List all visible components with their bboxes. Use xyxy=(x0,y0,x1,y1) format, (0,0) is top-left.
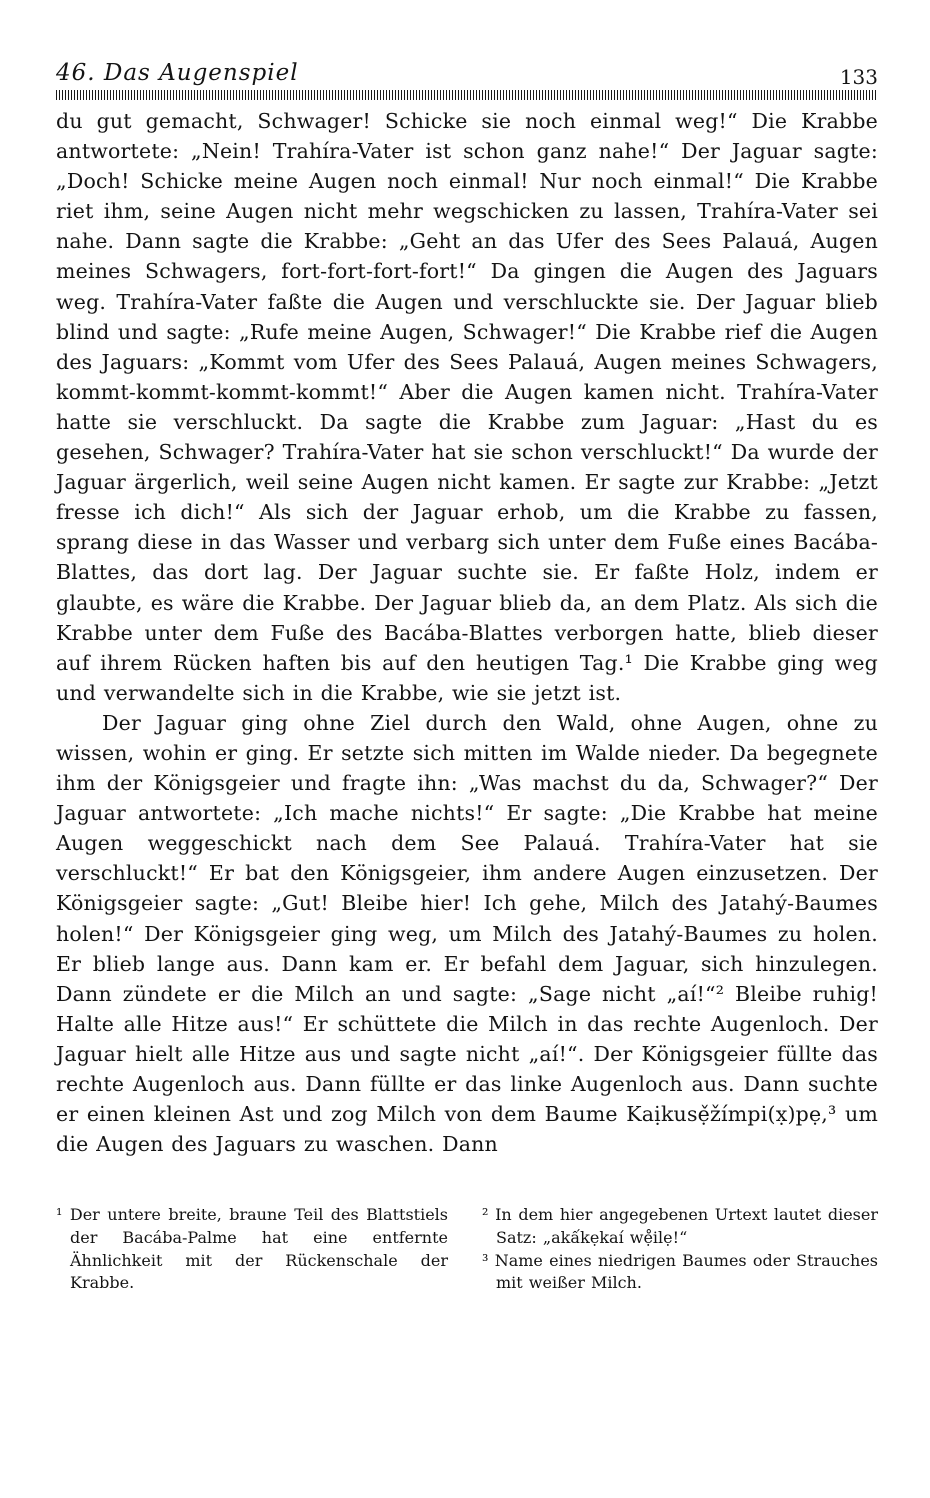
running-head: 46. Das Augenspiel xyxy=(56,60,299,86)
paragraph: Der Jaguar ging ohne Ziel durch den Wald, ohne Augen, ohne zu wissen, wohin er ging. Er setzte sich mitten im Walde nieder. Da begegnete ihm der Königsgeier und fragte ihn: „Was machst du da, Schwager?“ Der Jaguar antwortete: „Ich mache nichts!“ Er sagte: „Die Krabbe hat meine Augen weggeschickt nach dem See Palauá. Trahíra-Vater hat sie verschluckt!“ Er bat den Königsgeier, ihm andere Augen einzusetzen. Der Königsgeier sagte: „Gut! Bleibe hier! Ich gehe, Milch des Jatahý-Baumes holen!“ Der Königsgeier ging weg, um Milch des Jatahý-Baumes zu holen. Er blieb lange aus. Dann kam er. Er befahl dem Jaguar, sich hinzulegen. Dann zündete er die Milch an und sagte: „Sage nicht „aí!“² Bleibe ruhig! Halte alle Hitze aus!“ Er schüttete die Milch in das rechte Augenloch. Der Jaguar hielt alle Hitze aus und sagte nicht „aí!“. Der Königsgeier füllte das rechte Augenloch aus. Dann füllte er das linke Augenloch aus. Dann suchte er einen kleinen Ast und zog Milch von dem Baume Kaịkusẹ̌žímpi(x̣)pẹ,³ um die Augen des Jaguars zu waschen. Dann xyxy=(56,710,878,1157)
footnotes-left-column xyxy=(56,1204,448,1295)
footnote-2: ² In dem hier angegebenen Urtext lautet dieser Satz: „akấkẹkaí wẹ̊ilẹ!“ xyxy=(482,1205,878,1247)
footnote-3: ³ Name eines niedrigen Baumes oder Strauches mit weißer Milch. xyxy=(482,1250,878,1293)
page-header xyxy=(56,60,878,89)
main-text xyxy=(56,106,878,1159)
header-rule xyxy=(56,90,878,100)
footnotes-right-column xyxy=(482,1204,878,1295)
page-number: 133 xyxy=(839,65,878,89)
footnote-1: ¹ Der untere breite, braune Teil des Blattstiels der Bacába-Palme hat eine entfernte Ähnlichkeit mit der Rückenschale der Krabbe. xyxy=(56,1205,448,1293)
paragraph: du gut gemacht, Schwager! Schicke sie noch einmal weg!“ Die Krabbe antwortete: „Nein! Trahíra-Vater ist schon ganz nahe!“ Der Jaguar sagte: „Doch! Schicke meine Augen noch einmal! Nur noch einmal!“ Die Krabbe riet ihm, seine Augen nicht mehr wegschicken zu lassen, Trahíra-Vater sei nahe. Dann sagte die Krabbe: „Geht an das Ufer des Sees Palauá, Augen meines Schwagers, fort-fort-fort-fort!“ Da gingen die Augen des Jaguars weg. Trahíra-Vater faßte die Augen und verschluckte sie. Der Jaguar blieb blind und sagte: „Rufe meine Augen, Schwager!“ Die Krabbe rief die Augen des Jaguars: „Kommt vom Ufer des Sees Palauá, Augen meines Schwagers, kommt-kommt-kommt-kommt!“ Aber die Augen kamen nicht. Trahíra-Vater hatte sie verschluckt. Da sagte die Krabbe zum Jaguar: „Hast du es gesehen, Schwager? Trahíra-Vater hat sie schon verschluckt!“ Da wurde der Jaguar ärgerlich, weil seine Augen nicht kamen. Er sagte zur Krabbe: „Jetzt fresse ich dich!“ Als sich der Jaguar erhob, um die Krabbe zu fassen, sprang diese in das Wasser und verbarg sich unter dem Fuße eines Bacába-Blattes, das dort lag. Der Jaguar suchte sie. Er faßte Holz, indem er glaubte, es wäre die Krabbe. Der Jaguar blieb da, an dem Platz. Als sich die Krabbe unter dem Fuße des Bacába-Blattes verborgen hatte, blieb dieser auf ihrem Rücken haften bis auf den heutigen Tag.¹ Die Krabbe ging weg und verwandelte sich in die Krabbe, wie sie jetzt ist. xyxy=(56,109,878,705)
